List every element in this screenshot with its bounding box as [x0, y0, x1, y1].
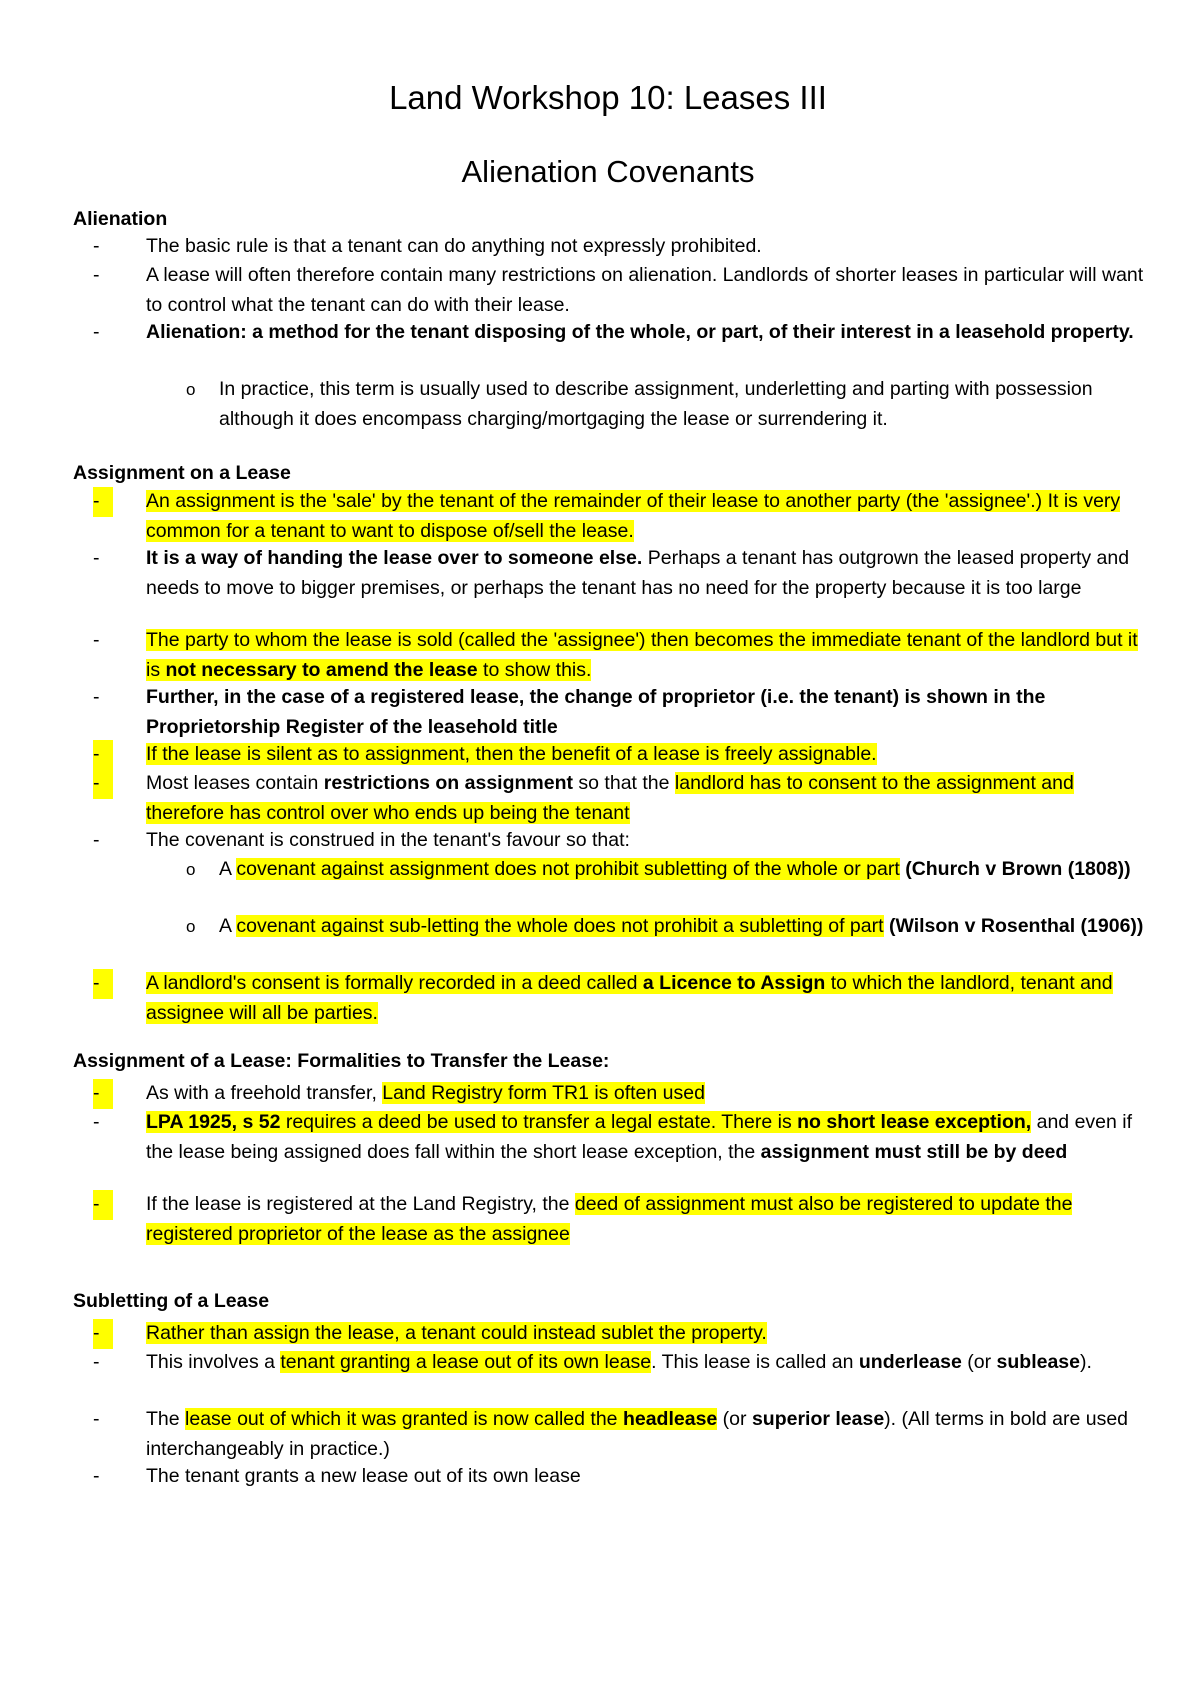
- dash-bullet-icon: -: [93, 1111, 100, 1133]
- dash-bullet-icon: -: [93, 487, 113, 517]
- text-segment: It is a way of handing the lease over to someone else.: [146, 547, 643, 569]
- highlighted-text: Rather than assign the lease, a tenant could instead sublet the property.: [146, 1322, 767, 1344]
- highlighted-text: a Licence to Assign: [642, 972, 826, 994]
- item-text: [146, 969, 1146, 1028]
- section-heading: Assignment of a Lease: Formalities to Transfer the Lease:: [73, 1050, 610, 1072]
- item-text: [146, 1462, 1146, 1492]
- section-heading: Subletting of a Lease: [73, 1290, 270, 1312]
- text-segment: Alienation: a method for the tenant disposing of the whole, or part, of their interest in a leasehold property.: [146, 321, 1134, 343]
- item-text: [146, 232, 1146, 262]
- highlighted-text: lease out of which it was granted is now called the: [185, 1408, 623, 1430]
- highlighted-text: covenant against assignment does not prohibit subletting of the whole or part: [236, 858, 900, 880]
- text-segment: Most leases contain: [146, 772, 324, 794]
- item-text: [146, 544, 1146, 603]
- text-segment: The: [146, 1408, 186, 1430]
- text-segment: Perhaps a tenant has outgrown the leased property and needs to move to bigger premises, or perhaps the tenant has no need for the property because it is too large: [146, 547, 1130, 599]
- item-text: [219, 855, 1146, 885]
- highlighted-text: tenant granting a lease out of its own lease: [280, 1351, 652, 1373]
- item-text: [146, 1190, 1146, 1249]
- text-segment: so that the: [573, 772, 675, 794]
- circle-bullet-icon: o: [186, 860, 196, 879]
- highlighted-text: covenant against sub-letting the whole does not prohibit a subletting of part: [236, 915, 884, 937]
- dash-bullet-icon: -: [93, 1079, 113, 1109]
- dash-bullet-icon: -: [93, 969, 113, 999]
- item-text: [146, 826, 1146, 856]
- text-segment: A: [219, 915, 237, 937]
- page-title: Land Workshop 10: Leases III: [389, 79, 827, 116]
- section-heading: Assignment on a Lease: [73, 462, 291, 484]
- highlighted-text: landlord has to consent to the assignment and therefore has control over who ends up being the tenant: [146, 772, 1074, 824]
- highlighted-text: no short lease exception,: [797, 1111, 1032, 1133]
- highlighted-text: The party to whom the lease is sold (called the 'assignee') then becomes the immediate tenant of the landlord but it is: [146, 629, 1138, 681]
- text-segment: If the lease is registered at the Land Registry, the: [146, 1193, 575, 1215]
- item-text: [146, 1079, 1146, 1109]
- text-segment: A lease will often therefore contain many restrictions on alienation. Landlords of shorter leases in particular will want to control what the tenant can do with their lease.: [146, 264, 1144, 316]
- dash-bullet-icon: -: [93, 1408, 100, 1430]
- highlighted-text: to which the landlord, tenant and assignee will all be parties.: [146, 972, 1113, 1024]
- item-text: [146, 626, 1146, 685]
- text-segment: This involves a: [146, 1351, 281, 1373]
- dash-bullet-icon: -: [93, 1465, 100, 1487]
- item-text: [146, 1405, 1146, 1464]
- item-text: [146, 1108, 1146, 1167]
- dash-bullet-icon: -: [93, 1190, 113, 1220]
- highlighted-text: LPA 1925, s 52: [146, 1111, 281, 1133]
- text-segment: superior lease: [751, 1408, 885, 1430]
- text-segment: A: [219, 858, 237, 880]
- text-segment: As with a freehold transfer,: [146, 1082, 383, 1104]
- text-segment: The tenant grants a new lease out of its own lease: [146, 1465, 581, 1487]
- highlighted-text: not necessary to amend the lease: [165, 658, 478, 681]
- section-heading: Alienation: [73, 208, 168, 230]
- dash-bullet-icon: -: [93, 686, 100, 708]
- text-segment: The covenant is construed in the tenant's favour so that:: [146, 829, 630, 851]
- circle-bullet-icon: o: [186, 917, 196, 936]
- highlighted-text: A landlord's consent is formally recorded in a deed called: [146, 972, 643, 994]
- dash-bullet-icon: -: [93, 321, 100, 343]
- highlighted-text: Land Registry form TR1 is often used: [382, 1082, 705, 1104]
- dash-bullet-icon: -: [93, 547, 100, 569]
- item-text: [219, 375, 1146, 434]
- text-segment: (Wilson v Rosenthal (1906)): [883, 915, 1144, 937]
- text-segment: (or: [717, 1408, 752, 1430]
- item-text: [146, 740, 1146, 770]
- text-segment: . This lease is called an: [651, 1351, 859, 1373]
- text-segment: sublease: [996, 1351, 1080, 1373]
- item-text: [146, 1348, 1146, 1378]
- dash-bullet-icon: -: [93, 1319, 113, 1349]
- dash-bullet-icon: -: [93, 235, 100, 257]
- text-segment: ).: [1080, 1351, 1092, 1373]
- item-text: [146, 683, 1146, 742]
- dash-bullet-icon: -: [93, 1351, 100, 1373]
- item-text: [146, 487, 1146, 546]
- dash-bullet-icon: -: [93, 769, 113, 799]
- text-segment: Further, in the case of a registered lease, the change of proprietor (i.e. the tenant) is shown in the Proprietorship Register of the leasehold title: [146, 686, 1046, 738]
- highlighted-text: An assignment is the 'sale' by the tenant of the remainder of their lease to another party (the 'assignee'.) It is very common for a tenant to want to dispose of/sell the lease.: [146, 490, 1121, 542]
- text-segment: ). (All terms in bold are used interchangeably in practice.): [146, 1408, 1129, 1460]
- dash-bullet-icon: -: [93, 740, 113, 770]
- text-segment: (or: [961, 1351, 997, 1373]
- text-segment: restrictions on assignment: [323, 772, 573, 794]
- item-text: [146, 769, 1146, 828]
- text-segment: (Church v Brown (1808)): [899, 858, 1131, 880]
- item-text: [146, 318, 1146, 348]
- item-text: [219, 912, 1146, 942]
- item-text: [146, 1319, 1146, 1349]
- text-segment: assignment must still be by deed: [760, 1140, 1068, 1163]
- highlighted-text: requires a deed be used to transfer a legal estate. There is: [280, 1111, 798, 1133]
- highlighted-text: deed of assignment must also be registered to update the registered proprietor of the lease as the assignee: [146, 1193, 1073, 1245]
- text-segment: and even if the lease being assigned does fall within the short lease exception, the: [146, 1111, 1133, 1163]
- highlighted-text: to show this.: [477, 658, 592, 681]
- circle-bullet-icon: o: [186, 380, 196, 399]
- text-segment: underlease: [858, 1351, 962, 1373]
- page-subtitle: Alienation Covenants: [461, 154, 755, 189]
- text-segment: In practice, this term is usually used to describe assignment, underletting and parting with possession although it does encompass charging/mortgaging the lease or surrendering it.: [219, 378, 1093, 430]
- item-text: [146, 261, 1146, 320]
- highlighted-text: headlease: [622, 1408, 718, 1430]
- dash-bullet-icon: -: [93, 629, 100, 651]
- dash-bullet-icon: -: [93, 264, 100, 286]
- highlighted-text: If the lease is silent as to assignment, then the benefit of a lease is freely assignable.: [146, 743, 877, 765]
- dash-bullet-icon: -: [93, 829, 100, 851]
- text-segment: The basic rule is that a tenant can do anything not expressly prohibited.: [146, 235, 762, 257]
